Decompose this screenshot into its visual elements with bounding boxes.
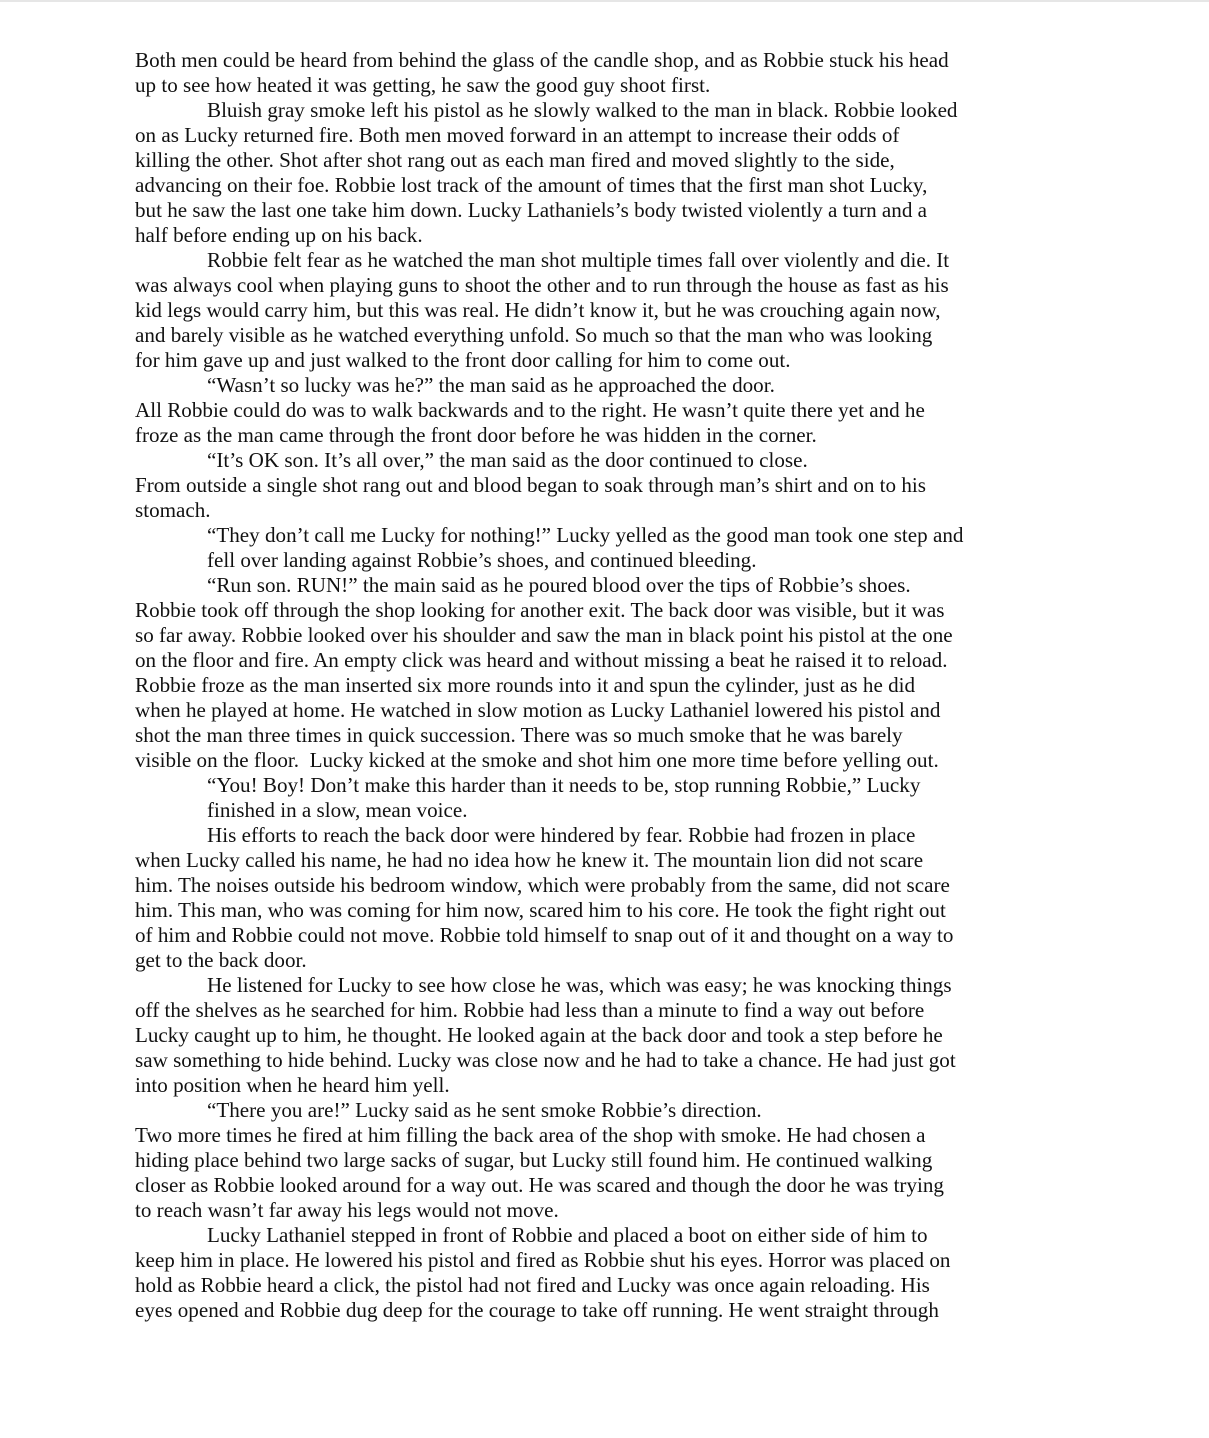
text-line: Both men could be heard from behind the glass of the candle shop, and as Robbie stuck his head: [135, 48, 949, 72]
text-line: but he saw the last one take him down. Lucky Lathaniels’s body twisted violently a turn and a: [135, 198, 928, 222]
text-line: “Wasn’t so lucky was he?” the man said as he approached the door.: [207, 373, 775, 397]
text-line: Robbie felt fear as he watched the man shot multiple times fall over violently and die. It: [207, 248, 950, 272]
text-line: finished in a slow, mean voice.: [207, 798, 468, 822]
text-line: “They don’t call me Lucky for nothing!” Lucky yelled as the good man took one step and: [207, 523, 964, 547]
text-line: hiding place behind two large sacks of sugar, but Lucky still found him. He continued walking: [135, 1148, 933, 1172]
text-line: him. The noises outside his bedroom window, which were probably from the same, did not scare: [135, 873, 950, 897]
text-line: off the shelves as he searched for him. Robbie had less than a minute to find a way out before: [135, 998, 925, 1022]
text-line: froze as the man came through the front door before he was hidden in the corner.: [135, 423, 817, 447]
text-line: when Lucky called his name, he had no idea how he knew it. The mountain lion did not scare: [135, 848, 924, 872]
text-line: “It’s OK son. It’s all over,” the man said as the door continued to close.: [207, 448, 808, 472]
text-line: saw something to hide behind. Lucky was close now and he had to take a chance. He had just got: [135, 1048, 956, 1072]
text-line: half before ending up on his back.: [135, 223, 423, 247]
text-line: Lucky caught up to him, he thought. He looked again at the back door and took a step before he: [135, 1023, 943, 1047]
text-line: keep him in place. He lowered his pistol and fired as Robbie shut his eyes. Horror was placed on: [135, 1248, 951, 1272]
text-line: All Robbie could do was to walk backwards and to the right. He wasn’t quite there yet and he: [135, 398, 925, 422]
text-line: visible on the floor. Lucky kicked at the smoke and shot him one more time before yelling out.: [135, 748, 939, 772]
text-line: for him gave up and just walked to the front door calling for him to come out.: [135, 348, 791, 372]
text-line: advancing on their foe. Robbie lost track of the amount of times that the first man shot Lucky,: [135, 173, 928, 197]
text-line: Bluish gray smoke left his pistol as he slowly walked to the man in black. Robbie looked: [207, 98, 958, 122]
text-line: kid legs would carry him, but this was real. He didn’t know it, but he was crouching again now,: [135, 298, 941, 322]
text-line: so far away. Robbie looked over his shoulder and saw the man in black point his pistol at the one: [135, 623, 953, 647]
page-top-edge: [0, 0, 1209, 2]
text-line: He listened for Lucky to see how close he was, which was easy; he was knocking things: [207, 973, 952, 997]
text-line: get to the back door.: [135, 948, 307, 972]
text-line: on the floor and fire. An empty click was heard and without missing a beat he raised it to reload.: [135, 648, 948, 672]
text-line: shot the man three times in quick succession. There was so much smoke that he was barely: [135, 723, 903, 747]
text-line: His efforts to reach the back door were hindered by fear. Robbie had frozen in place: [207, 823, 916, 847]
text-line: and barely visible as he watched everything unfold. So much so that the man who was looking: [135, 323, 933, 347]
text-line: closer as Robbie looked around for a way out. He was scared and though the door he was trying: [135, 1173, 944, 1197]
text-line: “There you are!” Lucky said as he sent smoke Robbie’s direction.: [207, 1098, 762, 1122]
text-line: Robbie froze as the man inserted six more rounds into it and spun the cylinder, just as he did: [135, 673, 916, 697]
text-line: him. This man, who was coming for him now, scared him to his core. He took the fight right out: [135, 898, 946, 922]
text-line: to reach wasn’t far away his legs would not move.: [135, 1198, 559, 1222]
document-page: [135, 48, 1075, 1323]
text-line: From outside a single shot rang out and blood began to soak through man’s shirt and on to his: [135, 473, 926, 497]
text-line: was always cool when playing guns to shoot the other and to run through the house as fast as his: [135, 273, 949, 297]
text-line: when he played at home. He watched in slow motion as Lucky Lathaniel lowered his pistol and: [135, 698, 941, 722]
text-line: hold as Robbie heard a click, the pistol had not fired and Lucky was once again reloading. His: [135, 1273, 930, 1297]
text-line: on as Lucky returned fire. Both men moved forward in an attempt to increase their odds of: [135, 123, 900, 147]
text-line: into position when he heard him yell.: [135, 1073, 450, 1097]
text-line: “Run son. RUN!” the main said as he poured blood over the tips of Robbie’s shoes.: [207, 573, 911, 597]
text-line: eyes opened and Robbie dug deep for the courage to take off running. He went straight through: [135, 1298, 939, 1322]
text-line: Robbie took off through the shop looking for another exit. The back door was visible, but it was: [135, 598, 945, 622]
text-line: Two more times he fired at him filling the back area of the shop with smoke. He had chosen a: [135, 1123, 926, 1147]
text-line: stomach.: [135, 498, 211, 522]
text-line: killing the other. Shot after shot rang out as each man fired and moved slightly to the side,: [135, 148, 895, 172]
text-line: up to see how heated it was getting, he saw the good guy shoot first.: [135, 73, 711, 97]
text-line: fell over landing against Robbie’s shoes, and continued bleeding.: [207, 548, 757, 572]
text-line: Lucky Lathaniel stepped in front of Robbie and placed a boot on either side of him to: [207, 1223, 928, 1247]
text-line: “You! Boy! Don’t make this harder than it needs to be, stop running Robbie,” Lucky: [207, 773, 921, 797]
text-line: of him and Robbie could not move. Robbie told himself to snap out of it and thought on a way to: [135, 923, 954, 947]
